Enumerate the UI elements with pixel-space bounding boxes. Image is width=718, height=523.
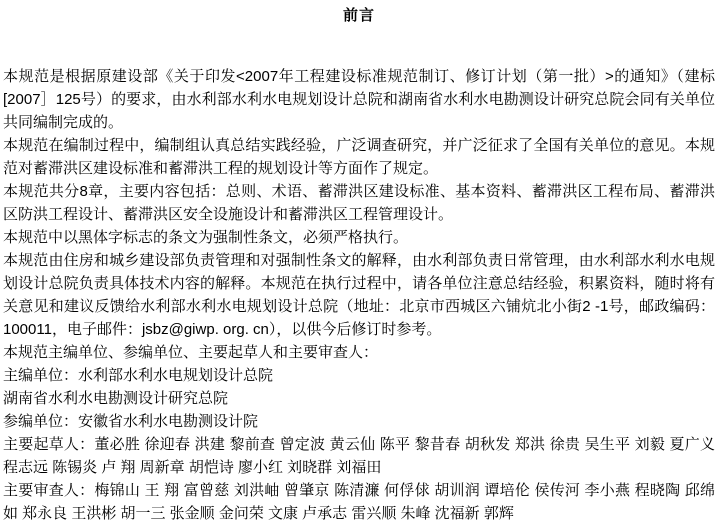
chapters-overview-paragraph: 本规范共分8章，主要内容包括：总则、术语、蓄滞洪区建设标准、基本资料、蓄滞洪区工程布局、蓄滞洪区防洪工程设计、蓄滞洪区安全设施设计和蓄滞洪区工程管理设计。: [3, 183, 715, 223]
chief-editor-unit-line-2: 湖南省水利水电勘测设计研究总院: [3, 390, 229, 407]
management-contact-paragraph: 本规范由住房和城乡建设部负责管理和对强制性条文的解释，由水利部负责日常管理，由水利部水利水电规划设计总院负责具体技术内容的解释。本规范在执行过程中，请各单位注意总结经验，积累资料，随时将有关意见和建议反馈给水利部水利水电规划设计总院（地址：北京市西城区六铺炕北小街2 -1号，邮政编码：100011，电子邮件：jsbz@giwp. org. cn），以供今后修订时参考。: [3, 252, 715, 338]
participating-unit-line: 参编单位：安徽省水利水电勘测设计院: [3, 413, 259, 430]
drafting-process-paragraph: 本规范在编制过程中，编制组认真总结实践经验，广泛调查研究，并广泛征求了全国有关单位的意见。本规范对蓄滞洪区建设标准和蓄滞洪工程的规划设计等方面作了规定。: [3, 137, 715, 177]
drafters-list: 主要起草人：董必胜 徐迎春 洪建 黎前查 曾定波 黄云仙 陈平 黎昔春 胡秋发 郑洪 徐贵 吴生平 刘毅 夏广义 程志远 陈锡炎 卢 翔 周新章 胡恺诗 廖小红 刘晓群 刘福田: [3, 436, 715, 476]
credits-heading: 本规范主编单位、参编单位、主要起草人和主要审查人：: [3, 344, 379, 361]
reviewers-list: 主要审查人：梅锦山 王 翔 富曾慈 刘洪岫 曾肇京 陈清濂 何俘俅 胡训润 谭培伦 侯传河 李小燕 程晓陶 邱绵如 郑永良 王洪彬 胡一三 张金顺 金问荣 文康 卢承志 雷兴顺 朱峰 沈福新 郭辉: [3, 482, 715, 522]
mandatory-clauses-paragraph: 本规范中以黑体字标志的条文为强制性条文，必须严格执行。: [3, 229, 409, 246]
document-body: [3, 65, 715, 523]
chief-editor-unit-line: 主编单位：水利部水利水电规划设计总院: [3, 367, 274, 384]
page-title: 前言: [342, 7, 375, 24]
intro-paragraph: 本规范是根据原建设部《关于印发<2007年工程建设标准规范制订、修订计划（第一批）>的通知》（建标[2007］125号）的要求，由水利部水利水电规划设计总院和湖南省水利水电勘测设计研究总院会同有关单位共同编制完成的。: [3, 68, 715, 131]
